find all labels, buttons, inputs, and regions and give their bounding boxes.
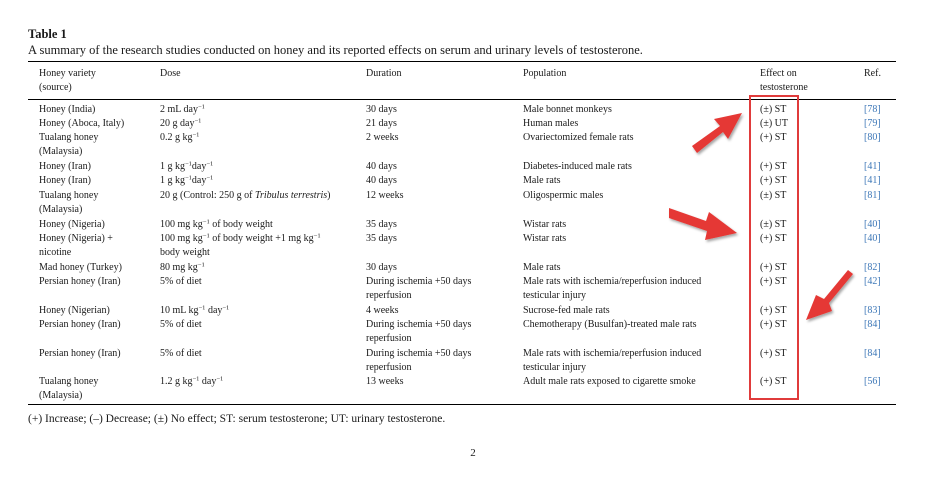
cell-dose-line: 20 g day$^{-1}$ (160, 117, 202, 129)
cell-population-line: Ovariectomized female rats (523, 132, 634, 143)
cell-population-line: Diabetes-induced male rats (523, 161, 632, 172)
cell-duration-line: 30 days (366, 104, 397, 115)
arrow-icon (669, 208, 737, 240)
cell-variety-line: Persian honey (Iran) (39, 348, 121, 359)
cell-ref-line: [40] (864, 219, 881, 230)
cell-ref-line: [41] (864, 161, 881, 172)
cell-population-line: Male rats with ischemia/reperfusion induced (523, 276, 702, 287)
cell-population-line: Male rats with ischemia/reperfusion induced (523, 348, 702, 359)
cell-effect-line: (+) ST (760, 175, 787, 186)
cell-population-line: Male rats (523, 262, 561, 273)
cell-effect-line: (±) ST (760, 190, 787, 201)
table-footnote: (+) Increase; (–) Decrease; (±) No effect; ST: serum testosterone; UT: urinary testosterone. (28, 413, 446, 425)
header-ref: Ref. (864, 68, 881, 79)
cell-population-line: Adult male rats exposed to cigarette smoke (523, 376, 696, 387)
cell-variety-line: Honey (India) (39, 104, 96, 115)
cell-variety-line: Honey (Iran) (39, 161, 91, 172)
cell-duration-line: reperfusion (366, 361, 412, 373)
cell-population-line: Oligospermic males (523, 190, 604, 201)
cell-effect-line: (±) UT (760, 118, 788, 129)
header-duration: Duration (366, 68, 402, 79)
cell-effect-line: (+) ST (760, 305, 787, 316)
cell-ref-line: [80] (864, 132, 881, 143)
cell-variety-line: Tualang honey (39, 132, 99, 143)
cell-variety-line: Tualang honey (39, 190, 99, 201)
cell-ref-line: [83] (864, 305, 881, 316)
cell-variety-line: nicotine (39, 246, 72, 258)
header-dose: Dose (160, 68, 181, 79)
cell-dose-line: 1.2 g $kg^{-1}$ day$^{-1}$ (160, 375, 224, 387)
cell-effect-line: (+) ST (760, 319, 787, 330)
cell-variety-line: (Malaysia) (39, 203, 83, 215)
cell-duration-line: 21 days (366, 118, 397, 129)
cell-dose-line: 80 mg $kg^{-1}$ (160, 261, 205, 273)
cell-duration-line: reperfusion (366, 332, 412, 344)
cell-effect-line: (±) ST (760, 219, 787, 230)
cell-variety-line: Honey (Iran) (39, 175, 91, 186)
cell-ref-line: [56] (864, 376, 881, 387)
cell-duration-line: reperfusion (366, 289, 412, 301)
cell-dose-line: 5% of diet (160, 348, 202, 359)
cell-population-line: Chemotherapy (Busulfan)-treated male rats (523, 319, 697, 330)
cell-effect-line: (±) ST (760, 104, 787, 115)
cell-ref-line: [78] (864, 104, 881, 115)
cell-duration-line: During ischemia +50 days (366, 276, 472, 287)
cell-dose-line: 1 g $kg^{-1}day^{-1}$ (160, 160, 214, 172)
cell-dose-line: 10 mL $kg^{-1}$ day$^{-1}$ (160, 304, 230, 316)
cell-dose-line: 0.2 g $kg^{-1}$ (160, 131, 200, 143)
cell-ref-line: [82] (864, 262, 881, 273)
cell-duration-line: 40 days (366, 161, 397, 172)
cell-ref-line: [81] (864, 190, 881, 201)
header-effect: Effect on testosterone (760, 68, 808, 93)
cell-variety-line: Honey (Aboca, Italy) (39, 118, 125, 129)
cell-ref-line: [84] (864, 319, 881, 330)
cell-variety-line: Persian honey (Iran) (39, 319, 121, 330)
cell-effect-line: (+) ST (760, 161, 787, 172)
arrow-icon (692, 113, 742, 153)
cell-ref-line: [41] (864, 175, 881, 186)
cell-dose-line: 1 g $kg^{-1}day^{-1}$ (160, 174, 214, 186)
cell-ref-line: [84] (864, 348, 881, 359)
table-label: Table 1 (28, 27, 67, 41)
cell-duration-line: 12 weeks (366, 190, 404, 201)
header-variety: Honey variety (source) (39, 68, 96, 93)
cell-effect-line: (+) ST (760, 348, 787, 359)
cell-dose-line: 20 g (Control: 250 g of Tribulus terrestris) (160, 190, 331, 201)
cell-variety-line: Persian honey (Iran) (39, 276, 121, 287)
cell-variety-line: Honey (Nigerian) (39, 305, 110, 316)
cell-duration-line: 30 days (366, 262, 397, 273)
cell-effect-line: (+) ST (760, 276, 787, 287)
cell-variety-line: (Malaysia) (39, 389, 83, 401)
cell-dose-line: 5% of diet (160, 276, 202, 287)
cell-dose-line: body weight (160, 246, 210, 258)
cell-dose-line: 5% of diet (160, 319, 202, 330)
cell-duration-line: 4 weeks (366, 305, 399, 316)
cell-duration-line: During ischemia +50 days (366, 348, 472, 359)
cell-duration-line: 2 weeks (366, 132, 399, 143)
cell-ref-line: [40] (864, 233, 881, 244)
cell-population-line: testicular injury (523, 289, 587, 301)
cell-variety-line: (Malaysia) (39, 145, 83, 157)
cell-ref-line: [79] (864, 118, 881, 129)
cell-duration-line: 13 weeks (366, 376, 404, 387)
cell-duration-line: 35 days (366, 233, 397, 244)
table-caption: A summary of the research studies conducted on honey and its reported effects on serum and urinary levels of testosterone. (28, 43, 643, 57)
cell-variety-line: Mad honey (Turkey) (39, 262, 122, 273)
cell-population-line: Sucrose-fed male rats (523, 305, 610, 316)
cell-variety-line: Tualang honey (39, 376, 99, 387)
cell-ref-line: [42] (864, 276, 881, 287)
header-population: Population (523, 68, 567, 79)
cell-duration-line: During ischemia +50 days (366, 319, 472, 330)
cell-effect-line: (+) ST (760, 132, 787, 143)
cell-effect-line: (+) ST (760, 262, 787, 273)
arrow-icon (806, 270, 853, 320)
cell-population-line: Human males (523, 118, 579, 129)
cell-population-line: Wistar rats (523, 219, 567, 230)
cell-variety-line: Honey (Nigeria) + (39, 233, 113, 244)
cell-population-line: Male rats (523, 175, 561, 186)
cell-duration-line: 35 days (366, 219, 397, 230)
cell-dose-line: 2 mL day$^{-1}$ (160, 103, 205, 115)
cell-duration-line: 40 days (366, 175, 397, 186)
cell-dose-line: 100 mg $kg^{-1}$ of body weight +1 mg $kg^{-1}$ (160, 232, 321, 244)
cell-population-line: testicular injury (523, 361, 587, 373)
cell-population-line: Wistar rats (523, 233, 567, 244)
cell-effect-line: (+) ST (760, 376, 787, 387)
cell-variety-line: Honey (Nigeria) (39, 219, 105, 230)
cell-population-line: Male bonnet monkeys (523, 104, 612, 115)
cell-dose-line: 100 mg $kg^{-1}$ of body weight (160, 218, 273, 230)
page-number: 2 (470, 447, 476, 459)
cell-effect-line: (+) ST (760, 233, 787, 244)
